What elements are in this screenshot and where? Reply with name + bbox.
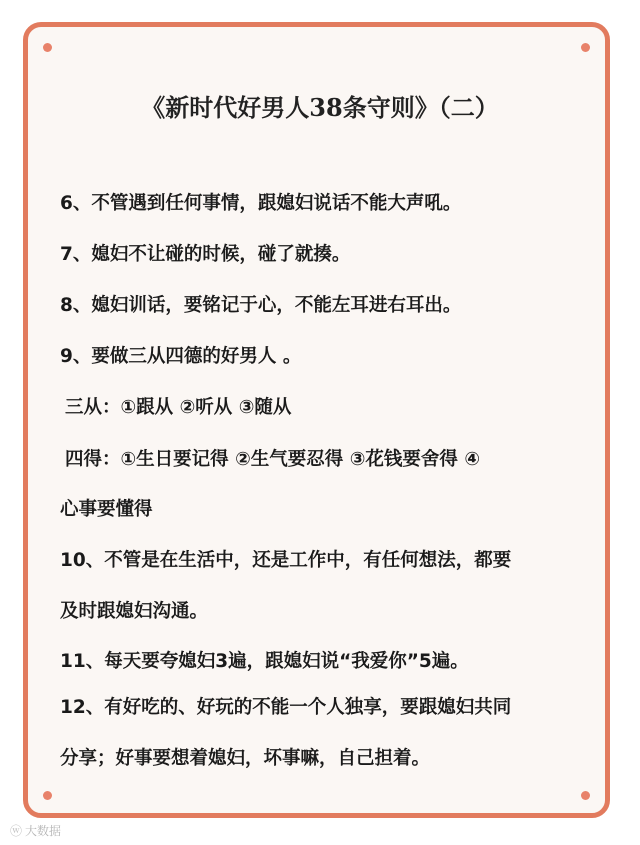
rule-11: 11、每天要夸媳妇3遍，跟媳妇说“我爱你”5遍。 <box>60 651 469 672</box>
rule-9-sancong: 三从：①跟从 ②听从 ③随从 <box>65 397 292 418</box>
page-title: 《新时代好男人38条守则》（二） <box>141 93 499 122</box>
corner-dot-icon <box>43 791 52 800</box>
rule-10-line-1: 10、不管是在生活中，还是工作中，有任何想法，都要 <box>60 550 512 571</box>
corner-dot-icon <box>581 791 590 800</box>
rule-7: 7、媳妇不让碰的时候，碰了就揍。 <box>60 244 351 265</box>
weibo-icon: ⓦ <box>10 824 23 838</box>
rule-12-line-1: 12、有好吃的、好玩的不能一个人独享，要跟媳妇共同 <box>60 697 512 718</box>
rule-9-side-line-2: 心事要懂得 <box>60 499 153 520</box>
rule-8: 8、媳妇训话，要铭记于心，不能左耳进右耳出。 <box>60 295 462 316</box>
watermark-text: 大数据 <box>25 824 62 838</box>
rule-9-side-line-1: 四得：①生日要记得 ②生气要忍得 ③花钱要舍得 ④ <box>65 449 480 470</box>
rule-10-line-2: 及时跟媳妇沟通。 <box>60 601 209 622</box>
rule-6: 6、不管遇到任何事情，跟媳妇说话不能大声吼。 <box>60 193 462 214</box>
rule-9: 9、要做三从四德的好男人 。 <box>60 346 302 367</box>
rule-12-line-2: 分享；好事要想着媳妇，坏事嘛，自己担着。 <box>60 748 431 769</box>
watermark <box>10 822 61 839</box>
corner-dot-icon <box>581 43 590 52</box>
corner-dot-icon <box>43 43 52 52</box>
